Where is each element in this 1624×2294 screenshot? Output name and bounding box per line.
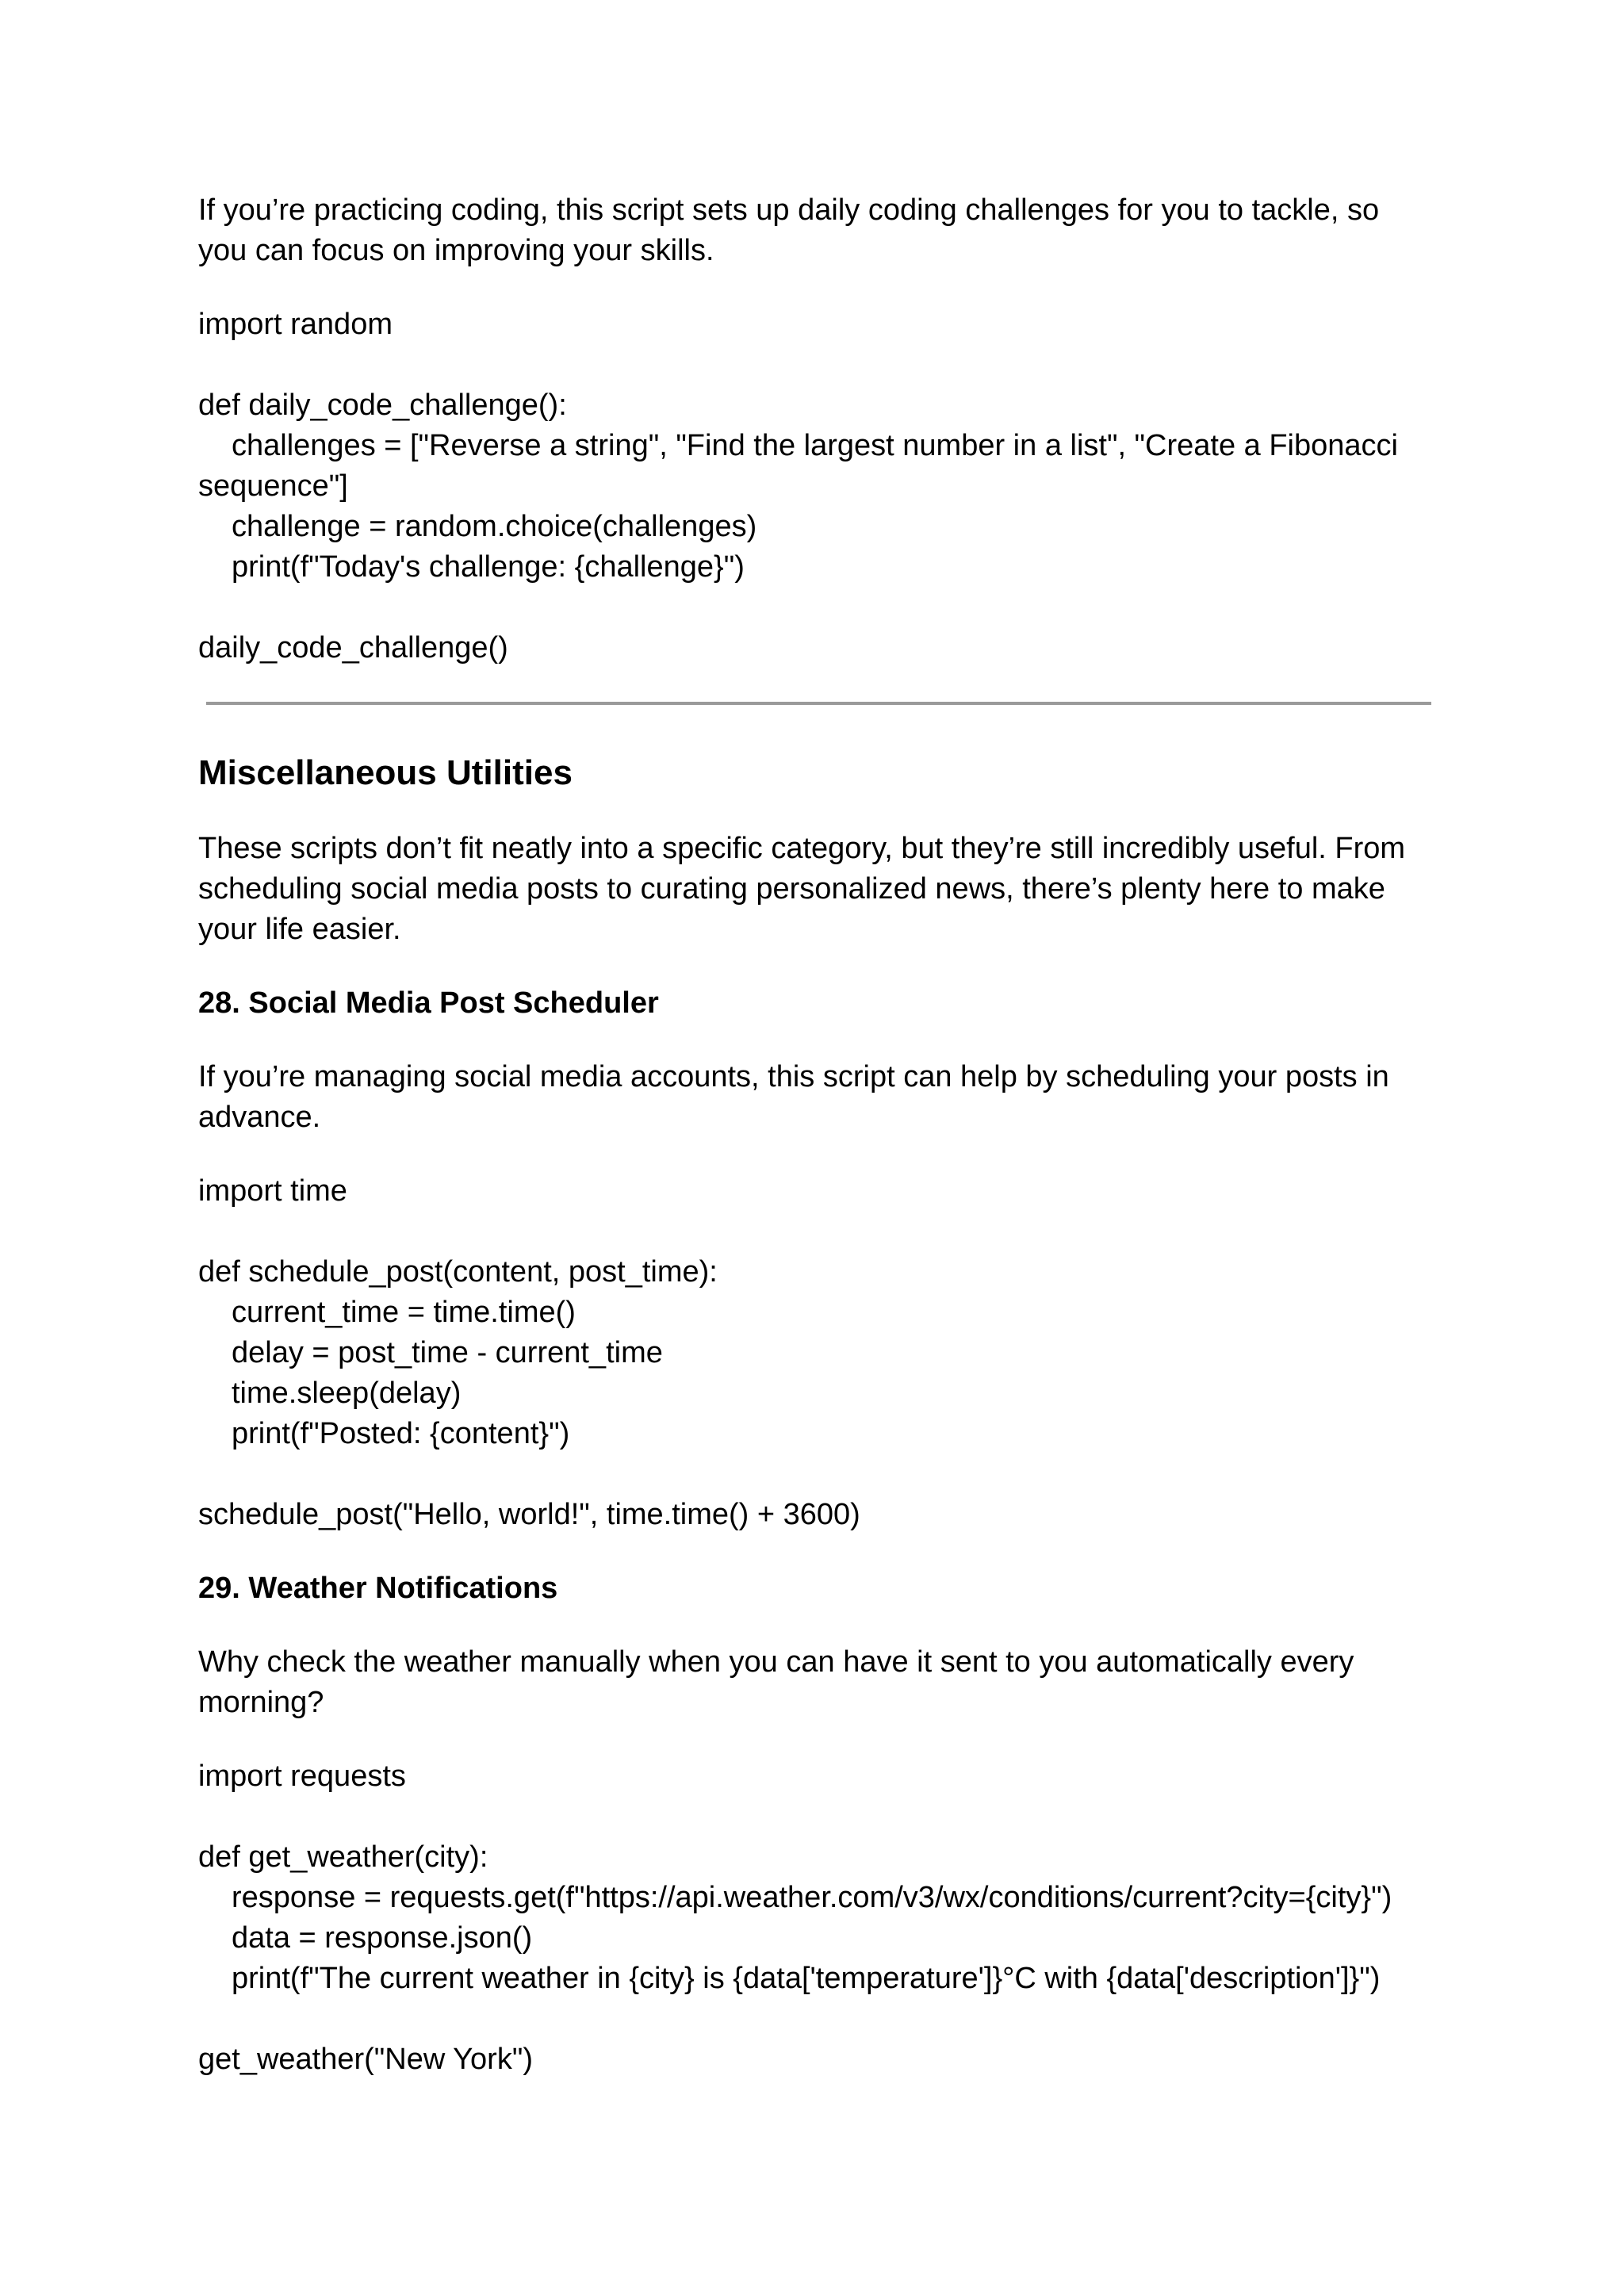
- code-line: print(f"Today's challenge: {challenge}"): [232, 550, 745, 584]
- item-28-heading: 28. Social Media Post Scheduler: [198, 986, 659, 1020]
- code-line: print(f"Posted: {content}"): [232, 1417, 570, 1450]
- code-line: data = response.json(): [232, 1921, 533, 1955]
- code-line: get_weather("New York"): [198, 2043, 533, 2076]
- code-blank-line: [198, 1454, 1435, 1495]
- item-28-paragraph: If you’re managing social media accounts, this script can help by scheduling your posts in advance.: [198, 1060, 1389, 1134]
- code-line: response = requests.get(f"https://api.weather.com/v3/wx/conditions/current?city={city}"): [232, 1881, 1392, 1914]
- code-blank-line: [198, 1797, 1435, 1837]
- code-line: print(f"The current weather in {city} is {data['temperature']}°C with {data['description']}"): [232, 1962, 1381, 1995]
- code-line: def get_weather(city):: [198, 1840, 488, 1874]
- page-content: [198, 190, 1435, 2113]
- code-line: delay = post_time - current_time: [232, 1336, 663, 1369]
- code-block-weather: [198, 1756, 1435, 2080]
- code-line: schedule_post("Hello, world!", time.time() + 3600): [198, 1498, 860, 1531]
- code-line: def schedule_post(content, post_time):: [198, 1255, 718, 1289]
- code-line: challenges = ["Reverse a string", "Find the largest number in a list", "Create a Fibonacci: [232, 429, 1398, 462]
- section-heading: Miscellaneous Utilities: [198, 753, 573, 792]
- section-paragraph: These scripts don’t fit neatly into a specific category, but they’re still incredibly useful. From scheduling social media posts to curating personalized news, there’s plenty here to make your life easier.: [198, 832, 1406, 946]
- code-line: def daily_code_challenge():: [198, 389, 567, 422]
- code-block-daily-challenge: [198, 304, 1435, 668]
- code-line: import random: [198, 308, 393, 341]
- code-line: import requests: [198, 1760, 406, 1793]
- code-block-post-scheduler: [198, 1171, 1435, 1535]
- intro-paragraph: If you’re practicing coding, this script sets up daily coding challenges for you to tackle, so you can focus on improving your skills.: [198, 193, 1380, 267]
- code-blank-line: [198, 588, 1435, 628]
- code-blank-line: [198, 1999, 1435, 2039]
- item-29-heading: 29. Weather Notifications: [198, 1572, 558, 1605]
- code-blank-line: [198, 1212, 1435, 1252]
- code-line: daily_code_challenge(): [198, 631, 508, 664]
- code-line: import time: [198, 1174, 347, 1208]
- code-blank-line: [198, 345, 1435, 385]
- item-29-paragraph: Why check the weather manually when you can have it sent to you automatically every morning?: [198, 1645, 1354, 1719]
- code-line: challenge = random.choice(challenges): [232, 510, 757, 543]
- code-line: time.sleep(delay): [232, 1377, 462, 1410]
- code-line-wrap: sequence"]: [198, 469, 348, 503]
- code-line: current_time = time.time(): [232, 1296, 576, 1329]
- section-divider: [206, 702, 1431, 705]
